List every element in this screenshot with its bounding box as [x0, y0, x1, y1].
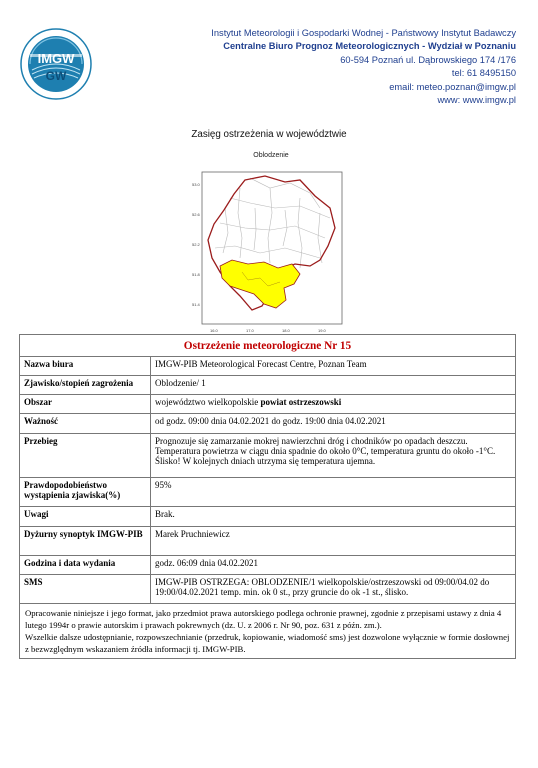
row-label: Nazwa biura — [20, 357, 151, 376]
row-value: 95% — [151, 478, 516, 507]
row-label: Prawdopodobieństwo wystąpienia zjawiska(%) — [20, 478, 151, 507]
table-row — [20, 376, 516, 395]
table-row — [20, 395, 516, 414]
header-line-institute: Instytut Meteorologii i Gospodarki Wodnej - Państwowy Instytut Badawczy — [211, 28, 516, 38]
imgw-logo-icon — [20, 28, 92, 100]
svg-text:GW: GW — [45, 69, 67, 83]
row-value: Oblodzenie/ 1 — [151, 376, 516, 395]
row-value: Prognozuje się zamarzanie mokrej nawierzchni dróg i chodników po opadach deszczu. Temperatura powietrza w ciągu dnia spadnie do około 0°C, temperatura gruntu do około -1°C. Ślisko! W kolejnych dniach utrzyma się temperatura ujemna. — [151, 434, 516, 478]
row-value: IMGW-PIB OSTRZEGA: OBLODZENIE/1 wielkopolskie/ostrzeszowski od 09:00/04.02 do 19:00/04.02.2021 temp. min. ok 0 st., przy gruncie do ok -1 st., ślisko. — [151, 575, 516, 604]
table-row — [20, 357, 516, 376]
map-lat-tick: 51.8 — [192, 272, 200, 277]
header-line-phone: tel: 61 8495150 — [451, 68, 516, 79]
table-row — [20, 434, 516, 478]
map-lat-tick: 52.6 — [192, 212, 200, 217]
row-label: Ważność — [20, 414, 151, 434]
map-lat-tick: 53.0 — [192, 182, 200, 187]
area-county: powiat ostrzeszowski — [260, 397, 342, 407]
row-label: Dyżurny synoptyk IMGW-PIB — [20, 527, 151, 556]
map-title: Zasięg ostrzeżenia w województwie — [191, 129, 347, 140]
table-row — [20, 556, 516, 575]
copyright-notice — [20, 604, 516, 659]
header-line-address: 60-594 Poznań ul. Dąbrowskiego 174 /176 — [340, 54, 516, 65]
row-label: Godzina i data wydania — [20, 556, 151, 575]
map-lon-tick: 18.0 — [282, 328, 290, 333]
imgw-logo — [20, 28, 92, 100]
map-lon-tick: 17.0 — [246, 328, 254, 333]
warning-map — [190, 152, 352, 338]
area-voivodeship: województwo wielkopolskie — [155, 397, 261, 407]
row-value: od godz. 09:00 dnia 04.02.2021 do godz. 19:00 dnia 04.02.2021 — [151, 414, 516, 434]
warning-table — [19, 334, 516, 659]
map-legend-title: Oblodzenie — [253, 152, 289, 159]
row-value: Marek Pruchniewicz — [151, 527, 516, 556]
copyright-paragraph-1: Opracowanie niniejsze i jego format, jako przedmiot prawa autorskiego podlega ochronie prawnej, zgodnie z przepisami ustawy z dnia 4 lutego 1994r o prawie autorskim i prawach pokrewnych (dz. U. z 2006 r. Nr 90, poz. 631 z późn. zm.). — [25, 608, 502, 630]
map-lon-tick: 19.0 — [318, 328, 326, 333]
table-row — [20, 507, 516, 527]
map-lat-tick: 51.4 — [192, 302, 200, 307]
row-label: SMS — [20, 575, 151, 604]
row-value: Brak. — [151, 507, 516, 527]
map-lon-tick: 16.0 — [210, 328, 218, 333]
header-line-email[interactable]: email: meteo.poznan@imgw.pl — [389, 81, 516, 92]
table-row — [20, 575, 516, 604]
row-label: Obszar — [20, 395, 151, 414]
warning-title: Ostrzeżenie meteorologiczne Nr 15 — [20, 335, 516, 357]
row-value: IMGW-PIB Meteorological Forecast Centre, Poznan Team — [151, 357, 516, 376]
copyright-paragraph-2: Wszelkie dalsze udostępnianie, rozpowszechnianie (przedruk, kopiowanie, wiadomość sms) jest dozwolone wyłącznie w formie dosłownej z bezwzględnym wskazaniem źródła informacji tj. IMGW-PIB. — [25, 632, 510, 654]
table-row — [20, 478, 516, 507]
logo-text: IMGW — [37, 51, 75, 66]
map-lat-tick: 52.2 — [192, 242, 200, 247]
row-label: Zjawisko/stopień zagrożenia — [20, 376, 151, 395]
voivodeship-map — [190, 168, 352, 338]
table-row — [20, 414, 516, 434]
header-line-www[interactable]: www: www.imgw.pl — [437, 95, 516, 106]
institute-header — [211, 27, 516, 107]
header-line-bureau: Centralne Biuro Prognoz Meteorologicznych - Wydział w Poznaniu — [223, 41, 516, 52]
copyright-row — [20, 604, 516, 659]
row-label: Przebieg — [20, 434, 151, 478]
warning-title-row — [20, 335, 516, 357]
row-value — [151, 395, 516, 414]
row-label: Uwagi — [20, 507, 151, 527]
table-row — [20, 527, 516, 556]
row-value: godz. 06:09 dnia 04.02.2021 — [151, 556, 516, 575]
